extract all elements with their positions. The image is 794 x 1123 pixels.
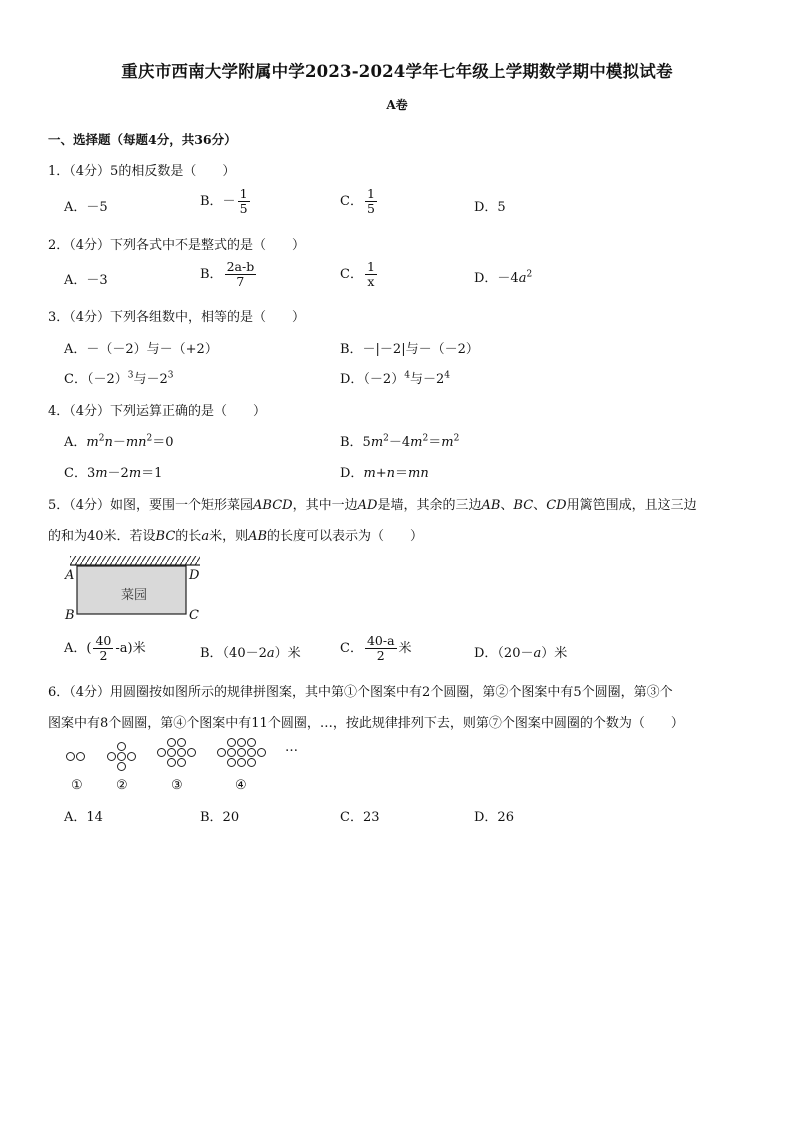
circle <box>227 738 236 747</box>
circle <box>177 758 186 767</box>
question-3-stem: 3．（4分）下列各组数中，相等的是（ ） <box>48 310 306 325</box>
circle <box>177 748 186 757</box>
q1-b-fraction: $\frac{1}{5}$ <box>239 186 248 216</box>
circle <box>167 748 176 757</box>
wall-hatching <box>70 556 200 565</box>
question-5-line-2: 的和为40米．若设BC的长a米，则AB的长度可以表示为（ ） <box>48 529 424 544</box>
q4-option-c: C．3m－2m＝1 <box>64 466 163 481</box>
section-heading: 一、选择题（每题4分，共36分） <box>48 132 237 147</box>
q3-option-b: B．－|－2|与－（－2） <box>340 342 479 357</box>
q6-option-c: C．23 <box>340 810 380 825</box>
q6-option-b: B．20 <box>200 810 240 825</box>
question-5-line-1: 5．（4分）如图，要围一个矩形菜园ABCD，其中一边AD是墙，其余的三边AB、BC、CD用篱笆围成，且这三边 <box>48 498 697 513</box>
q2-option-c: C． $\frac{1}{x}$ <box>340 259 375 289</box>
q6-option-a: A．14 <box>64 810 103 825</box>
q1-option-c: C． $\frac{1}{5}$ <box>340 186 375 216</box>
q4-option-a: A．$m^2n-mn^2=0$ <box>64 433 174 450</box>
q4-option-d: D．m+n＝mn <box>340 466 429 481</box>
circle <box>117 762 126 771</box>
q1-c-fraction: $\frac{1}{5}$ <box>366 186 375 216</box>
figure-inner-label: 菜园 <box>121 588 148 603</box>
question-2-stem: 2．（4分）下列各式中不是整式的是（ ） <box>48 238 306 253</box>
q3-option-d: D．$(-2)^4$与$-2^4$ <box>340 370 450 387</box>
page-title: 重庆市西南大学附属中学2023-2024学年七年级上学期数学期中模拟试卷 <box>121 62 673 81</box>
q1-option-b: B．－ $\frac{1}{5}$ <box>200 186 248 216</box>
q5-option-b: B．（40－2a）米 <box>200 646 301 661</box>
q5-option-d: D．（20－a）米 <box>474 646 568 661</box>
pattern-label-3: ③ <box>171 778 183 793</box>
question-1-stem: 1．（4分）5的相反数是（ ） <box>48 164 236 179</box>
circle <box>127 752 136 761</box>
circle <box>117 752 126 761</box>
circle <box>167 738 176 747</box>
q5-c-fraction: $\frac{40-a}{2}$ <box>366 633 395 663</box>
circle <box>247 748 256 757</box>
circle <box>237 748 246 757</box>
circle <box>177 738 186 747</box>
figure-label-d: D <box>189 568 200 583</box>
pattern-label-2: ② <box>116 778 128 793</box>
pattern-label-4: ④ <box>235 778 247 793</box>
q3-option-c: C．$(-2)^3$与$-2^3$ <box>64 370 174 387</box>
q4-option-b: B．$5m^2-4m^2=m^2$ <box>340 433 460 450</box>
circle <box>257 748 266 757</box>
circle <box>227 758 236 767</box>
circle <box>217 748 226 757</box>
circle <box>117 742 126 751</box>
circle <box>247 738 256 747</box>
q6-option-d: D．26 <box>474 810 514 825</box>
circle <box>187 748 196 757</box>
circle <box>66 752 75 761</box>
circle <box>167 758 176 767</box>
circle <box>237 758 246 767</box>
circle <box>76 752 85 761</box>
q2-option-a: A．－3 <box>64 273 108 288</box>
question-4-stem: 4．（4分）下列运算正确的是（ ） <box>48 404 267 419</box>
q2-option-b: B． $\frac{2a-b}{7}$ <box>200 259 255 289</box>
q2-c-fraction: $\frac{1}{x}$ <box>366 259 375 289</box>
question-6-line-2: 图案中有8个圆圈，第④个图案中有11个圆圈，…，按此规律排列下去，则第⑦个图案中圆圈的个数为（ ） <box>48 716 684 731</box>
q2-option-d: D．$-4a^2$ <box>474 269 533 286</box>
circle <box>247 758 256 767</box>
q5-option-a: A．( $\frac{40}{2}$ -a)米 <box>64 633 146 663</box>
circle <box>107 752 116 761</box>
pattern-label-1: ① <box>71 778 83 793</box>
circle <box>237 738 246 747</box>
figure-label-a: A <box>65 568 75 583</box>
q1-option-a: A．－5 <box>64 200 108 215</box>
figure-label-b: B <box>65 608 75 623</box>
q5-option-c: C． $\frac{40-a}{2}$ 米 <box>340 633 412 663</box>
q1-option-d: D．5 <box>474 200 506 215</box>
q3-option-a: A．－（－2）与－（+2） <box>64 342 218 357</box>
figure-label-c: C <box>189 608 199 623</box>
question-6-line-1: 6．（4分）用圆圈按如图所示的规律拼图案，其中第①个图案中有2个圆圈，第②个图案中有5个圆圈，第③个 <box>48 685 673 700</box>
page-subtitle: A卷 <box>386 98 408 112</box>
pattern-ellipsis: … <box>285 740 298 755</box>
q2-b-fraction: $\frac{2a-b}{7}$ <box>226 259 255 289</box>
circle <box>227 748 236 757</box>
circle <box>157 748 166 757</box>
q5-a-fraction: $\frac{40}{2}$ <box>95 633 112 663</box>
